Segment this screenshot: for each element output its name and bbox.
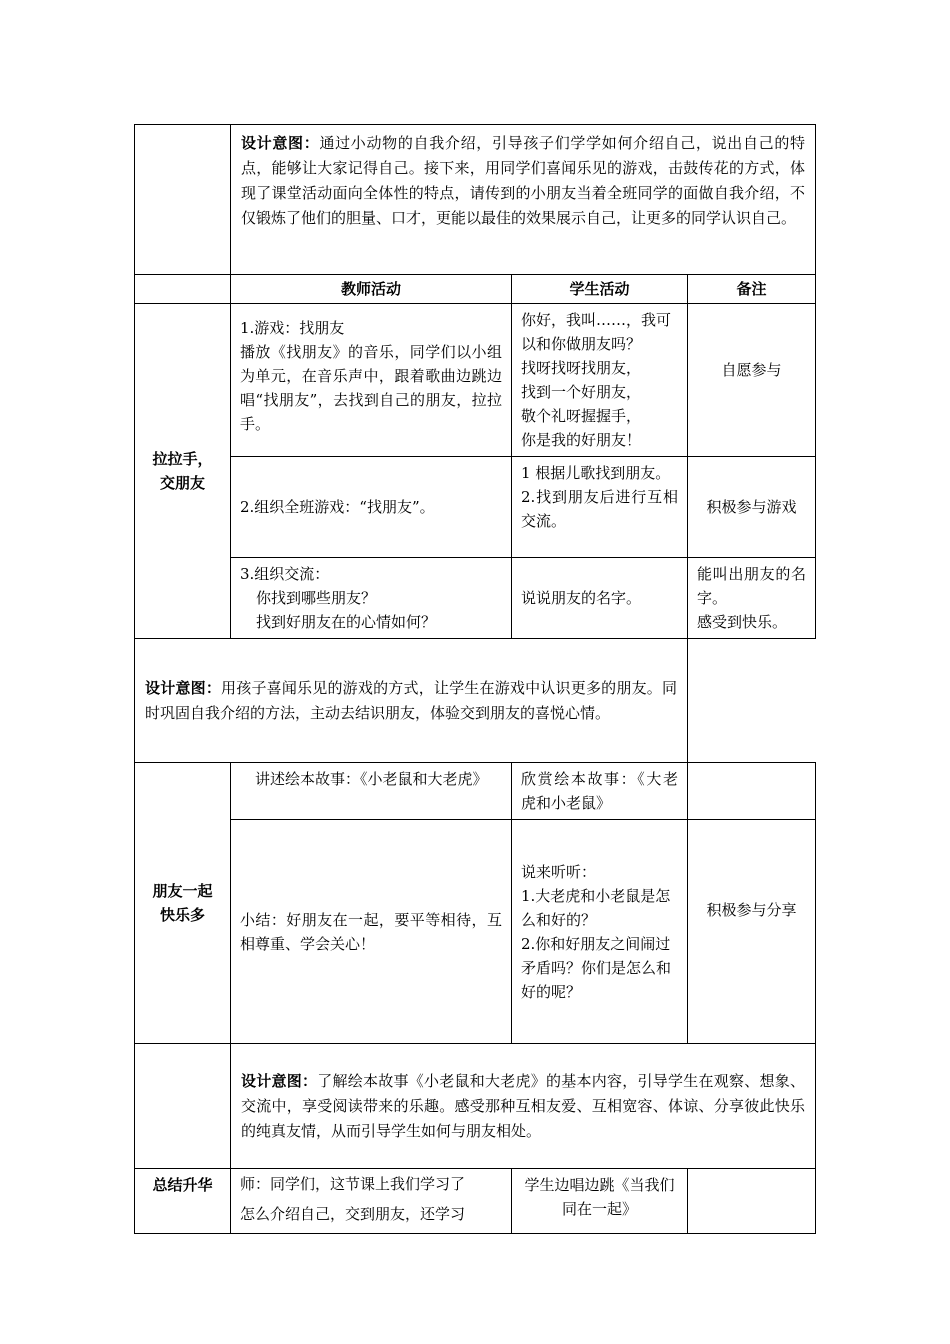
student-line: 你好，我叫……，我可以和你做朋友吗？: [521, 311, 672, 353]
notes-line: 感受到快乐。: [697, 613, 788, 631]
teacher-activity-class-game: 2.组织全班游戏：“找朋友”。: [231, 457, 512, 558]
teacher-exchange-title: 3.组织交流：: [240, 565, 330, 583]
student-activity-names: 说说朋友的名字。: [512, 558, 688, 639]
phase-summary: 总结升华: [135, 1169, 231, 1234]
phase-story: [135, 763, 231, 1044]
student-activity-share: [512, 820, 688, 1044]
student-line: 敬个礼呀握握手，: [521, 407, 642, 425]
phase-cell-empty: [135, 125, 231, 275]
student-line: 1 根据儿歌找到朋友。: [521, 464, 671, 482]
teacher-activity-conclusion: [231, 1169, 512, 1234]
student-line: 你是我的好朋友！: [521, 431, 642, 449]
story-row-1: [135, 763, 816, 820]
design-intent-2: [135, 639, 688, 763]
student-activity-find: [512, 457, 688, 558]
student-line: 1.大老虎和小老鼠是怎么和好的？: [521, 886, 671, 929]
teacher-game-body: 播放《找朋友》的音乐，同学们以小组为单元，在音乐声中，跟着歌曲边跳边唱“找朋友”，去找到自己的朋友，拉拉手。: [240, 343, 502, 433]
friends-row-3: [135, 558, 816, 639]
phase-friends-line1: 拉拉手，: [152, 450, 213, 468]
teacher-activity-exchange: [231, 558, 512, 639]
header-empty-cell: [135, 275, 231, 304]
notes-empty-story: [688, 763, 816, 820]
student-line: 2.找到朋友后进行互相交流。: [521, 488, 678, 530]
phase-story-line2: 快乐多: [159, 906, 205, 924]
intent-text: 通过小动物的自我介绍，引导孩子们学学如何介绍自己，说出自己的特点，能够让大家记得自己。接下来，用同学们喜闻乐见的游戏，击鼓传花的方式，体现了课堂活动面向全体性的特点，请传到的小朋友当着全班同学的面做自我介绍，不仅锻炼了他们的胆量、口才，更能以最佳的效果展示自己，让更多的同学认识自己。: [241, 134, 806, 227]
phase-friends: [135, 304, 231, 639]
student-line: 找到一个好朋友，: [521, 383, 642, 401]
header-row: [135, 275, 816, 304]
intent-label: 设计意图：: [241, 1071, 318, 1090]
story-row-2: [135, 820, 816, 1044]
header-student: 学生活动: [512, 275, 688, 304]
teacher-line: 怎么介绍自己，交到朋友，还学习: [240, 1205, 466, 1223]
student-line: 2.你和好朋友之间闹过矛盾吗？你们是怎么和好的呢？: [521, 934, 672, 1001]
intent-text: 了解绘本故事《小老鼠和大老虎》的基本内容，引导学生在观察、想象、交流中，享受阅读带来的乐趣。感受那种互相友爱、互相宽容、体谅、分享彼此快乐的纯真友情，从而引导学生如何与朋友相处。: [241, 1071, 806, 1140]
notes-active-share: 积极参与分享: [688, 820, 816, 1044]
notes-empty-summary: [688, 1169, 816, 1234]
teacher-exchange-q2: 找到好朋友在的心情如何？: [256, 613, 437, 631]
notes-names: [688, 558, 816, 639]
teacher-game-title: 1.游戏：找朋友: [240, 319, 345, 337]
summary-row: [135, 1169, 816, 1234]
friends-row-2: [135, 457, 816, 558]
intent-text: 用孩子喜闻乐见的游戏的方式，让学生在游戏中认识更多的朋友。同时巩固自我介绍的方法，主动去结识朋友，体验交到朋友的喜悦心情。: [145, 678, 677, 722]
student-activity-sing: 学生边唱边跳《当我们同在一起》: [512, 1169, 688, 1234]
lesson-plan-table: [134, 124, 816, 1234]
phase-friends-line2: 交朋友: [159, 474, 205, 492]
design-intent-1: [231, 125, 816, 275]
story-intent-row: [135, 1044, 816, 1169]
student-line: 找呀找呀找朋友，: [521, 359, 642, 377]
header-notes: 备注: [688, 275, 816, 304]
intent-row-1: [135, 125, 816, 275]
teacher-activity-story: 讲述绘本故事：《小老鼠和大老虎》: [231, 763, 512, 820]
notes-voluntary: 自愿参与: [688, 304, 816, 457]
phase-cell-empty: [135, 1044, 231, 1169]
student-activity-song: [512, 304, 688, 457]
notes-line: 能叫出朋友的名字。: [697, 565, 807, 607]
notes-active-game: 积极参与游戏: [688, 457, 816, 558]
student-activity-story: 欣赏绘本故事：《大老虎和小老鼠》: [512, 763, 688, 820]
intent-label: 设计意图：: [145, 678, 222, 697]
header-teacher: 教师活动: [231, 275, 512, 304]
design-intent-3: [231, 1044, 816, 1169]
teacher-line: 师：同学们，这节课上我们学习了: [240, 1175, 466, 1193]
student-line: 说来听听：: [521, 862, 597, 881]
friends-intent-row: [135, 639, 816, 763]
teacher-activity-summary: 小结：好朋友在一起，要平等相待，互相尊重、学会关心！: [231, 820, 512, 1044]
intent-label: 设计意图：: [241, 134, 320, 152]
friends-row-1: [135, 304, 816, 457]
phase-story-line1: 朋友一起: [152, 882, 213, 900]
teacher-activity-game: [231, 304, 512, 457]
teacher-exchange-q1: 你找到哪些朋友？: [256, 589, 377, 607]
